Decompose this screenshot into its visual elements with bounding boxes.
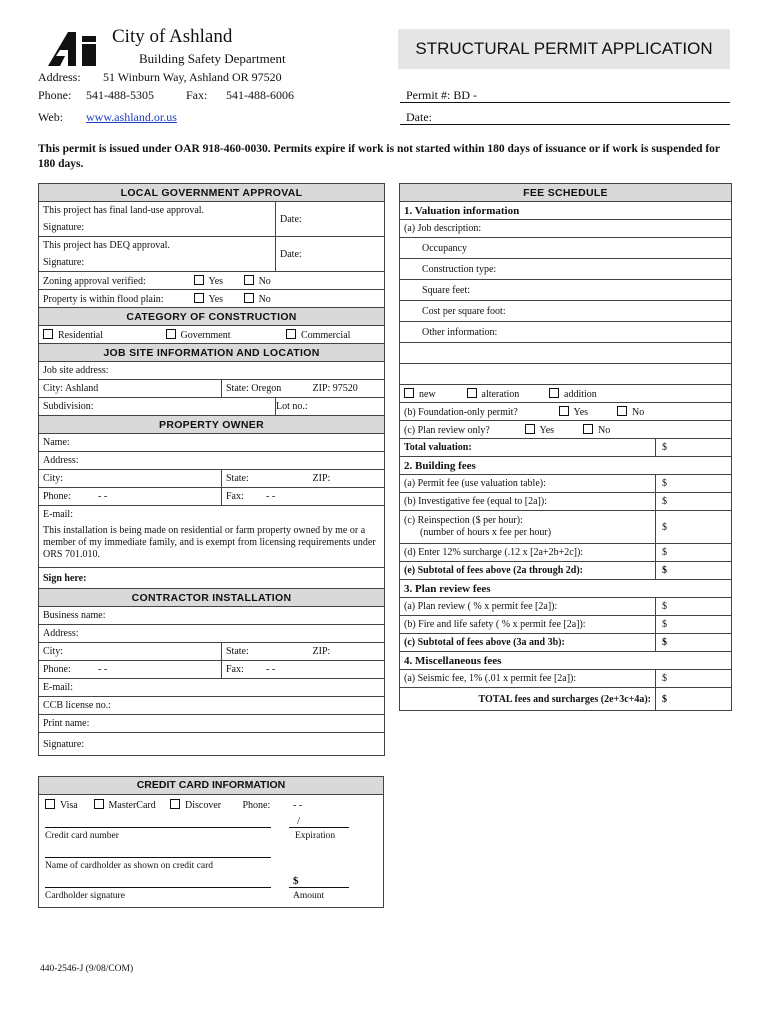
total-fees-label: TOTAL fees and surcharges (2e+3c+4a): (400, 688, 656, 711)
phone-value: 541-488-5305 (86, 88, 154, 102)
permit-number-field[interactable] (400, 86, 730, 103)
investigative-fee-dollar: $ (662, 496, 667, 507)
phone-label: Phone: (38, 88, 72, 102)
owner-state-label: State: (226, 473, 249, 484)
reinspection-dollar: $ (662, 521, 667, 533)
jobsite-address-label: Job site address: (43, 365, 109, 376)
seismic-fee-field[interactable] (656, 670, 732, 688)
occupancy-field[interactable] (400, 238, 732, 259)
amount-label: Amount (293, 891, 325, 901)
web-link[interactable]: www.ashland.or.us (86, 110, 177, 124)
cardholder-sig-line[interactable] (45, 887, 271, 888)
contractor-phone-dashes: - - (98, 664, 108, 675)
job-description-field[interactable] (400, 220, 732, 238)
plan-review-fee-label: (a) Plan review ( % x permit fee [2a]): (400, 598, 656, 616)
city-name: City of Ashland (112, 26, 233, 47)
building-subtotal-field[interactable] (656, 562, 732, 580)
square-feet-field[interactable] (400, 280, 732, 301)
cardholder-name-label: Name of cardholder as shown on credit card (45, 861, 214, 871)
card-number-line[interactable] (45, 827, 271, 828)
surcharge-field[interactable] (656, 544, 732, 562)
category-header: CATEGORY OF CONSTRUCTION (39, 308, 385, 326)
jobsite-state-zip-field[interactable] (222, 380, 385, 398)
seismic-fee-dollar: $ (662, 673, 667, 684)
other-info-line-1[interactable] (400, 343, 732, 364)
category-row (39, 326, 385, 344)
fee-schedule-table (399, 183, 732, 711)
owner-email-label: E-mail: (43, 509, 73, 520)
alteration-label: alteration (481, 388, 520, 400)
contractor-address-label: Address: (43, 628, 79, 639)
print-name-field[interactable] (39, 715, 385, 733)
jobsite-city-field[interactable] (39, 380, 222, 398)
owner-address-label: Address: (43, 455, 79, 466)
valuation-section-title: 1. Valuation information (400, 202, 732, 220)
zoning-no-checkbox[interactable] (244, 275, 254, 285)
contractor-state-label: State: (226, 646, 249, 657)
plan-review-no-checkbox[interactable] (583, 424, 593, 434)
discover-checkbox[interactable] (170, 799, 180, 809)
foundation-no-checkbox[interactable] (617, 406, 627, 416)
owner-header: PROPERTY OWNER (39, 416, 385, 434)
landuse-date-label: Date: (280, 213, 302, 225)
department-name: Building Safety Department (139, 51, 286, 66)
jobsite-state-label: State: Oregon (226, 383, 282, 394)
reinspection-line-2: (number of hours x fee per hour) (420, 527, 552, 538)
cost-sqft-label: Cost per square foot: (422, 305, 506, 317)
flood-no-checkbox[interactable] (244, 293, 254, 303)
card-phone-dashes: - - (293, 800, 303, 811)
owner-city-field[interactable] (39, 470, 222, 488)
new-label: new (419, 388, 436, 400)
cardholder-sig-label: Cardholder signature (45, 891, 125, 901)
expiration-slash: / (297, 815, 301, 827)
contractor-fax-field[interactable] (222, 661, 385, 679)
form-number: 440-2546-J (9/08/COM) (40, 964, 134, 974)
plan-review-subtotal-label: (c) Subtotal of fees above (3a and 3b): (400, 634, 656, 652)
address-label: Address: (38, 70, 81, 84)
commercial-label: Commercial (301, 329, 351, 341)
permit-fee-label: (a) Permit fee (use valuation table): (400, 475, 656, 493)
work-type-row (400, 385, 732, 403)
owner-fax-field[interactable] (222, 488, 385, 506)
reinspection-field[interactable] (656, 511, 732, 544)
building-subtotal-label: (e) Subtotal of fees above (2a through 2d): (400, 562, 656, 580)
business-name-field[interactable] (39, 607, 385, 625)
owner-name-field[interactable] (39, 434, 385, 452)
expiration-label: Expiration (295, 831, 336, 841)
owner-fax-label: Fax: (226, 491, 244, 502)
jobsite-address-field[interactable] (39, 362, 385, 380)
landuse-date-field[interactable] (276, 202, 385, 237)
flood-yes-checkbox[interactable] (194, 293, 204, 303)
foundation-label: (b) Foundation-only permit? (404, 406, 518, 418)
lot-field[interactable] (276, 398, 385, 416)
job-description-label: (a) Job description: (404, 223, 482, 234)
landuse-signature-field[interactable] (39, 219, 276, 237)
total-fees-field[interactable] (656, 688, 732, 711)
local-gov-header: LOCAL GOVERNMENT APPROVAL (39, 184, 385, 202)
contractor-city-label: City: (43, 646, 64, 657)
misc-fees-title: 4. Miscellaneous fees (400, 652, 732, 670)
contractor-signature-field[interactable] (39, 733, 385, 756)
contractor-fax-label: Fax: (226, 664, 244, 675)
business-name-label: Business name: (43, 610, 106, 621)
owner-fax-dashes: - - (266, 491, 276, 502)
contractor-zip-label: ZIP: (312, 646, 331, 657)
foundation-row (400, 403, 732, 421)
date-label: Date: (406, 110, 432, 124)
flood-no-label: No (258, 293, 271, 305)
web-label: Web: (38, 110, 64, 124)
owner-city-label: City: (43, 473, 64, 484)
city-logo (46, 30, 98, 68)
flood-yes-label: Yes (208, 293, 224, 305)
visa-label: Visa (60, 800, 78, 811)
cardholder-name-line[interactable] (45, 857, 271, 858)
fire-safety-fee-dollar: $ (662, 619, 667, 630)
plan-review-fee-dollar: $ (662, 601, 667, 612)
total-fees-dollar: $ (662, 693, 667, 705)
card-number-label: Credit card number (45, 831, 119, 841)
total-valuation-label: Total valuation: (400, 439, 656, 457)
amount-line[interactable] (289, 887, 349, 888)
applicant-info-table (38, 183, 385, 756)
new-checkbox[interactable] (404, 388, 414, 398)
other-info-field[interactable] (400, 322, 732, 343)
surcharge-dollar: $ (662, 547, 667, 558)
total-valuation-field[interactable] (656, 439, 732, 457)
zoning-yes-checkbox[interactable] (194, 275, 204, 285)
occupancy-label: Occupancy (422, 242, 467, 254)
plan-review-subtotal-dollar: $ (662, 637, 667, 648)
flood-label: Property is within flood plain: (43, 293, 164, 305)
investigative-fee-label: (b) Investigative fee (equal to [2a]): (400, 493, 656, 511)
contractor-phone-field[interactable] (39, 661, 222, 679)
seismic-fee-label: (a) Seismic fee, 1% (.01 x permit fee [2a]): (400, 670, 656, 688)
permit-fee-dollar: $ (662, 478, 667, 489)
deq-date-label: Date: (280, 248, 302, 260)
mastercard-label: MasterCard (108, 800, 156, 811)
jobsite-zip-label: ZIP: 97520 (312, 383, 358, 394)
contractor-signature-label: Signature: (43, 738, 85, 750)
foundation-yes-label: Yes (573, 406, 589, 418)
fax-label: Fax: (186, 88, 208, 102)
owner-address-field[interactable] (39, 452, 385, 470)
owner-email-field[interactable] (39, 506, 385, 524)
contractor-email-label: E-mail: (43, 682, 73, 693)
square-feet-label: Square feet: (422, 284, 471, 296)
foundation-no-label: No (632, 406, 645, 418)
credit-card-box (38, 776, 384, 908)
cost-sqft-field[interactable] (400, 301, 732, 322)
government-checkbox[interactable] (166, 329, 176, 339)
contractor-phone-label: Phone: (43, 664, 71, 675)
card-phone-label: Phone: (242, 800, 271, 811)
ccb-license-field[interactable] (39, 697, 385, 715)
reinspection-line-1: (c) Reinspection ($ per hour): (404, 515, 523, 526)
fee-schedule-header: FEE SCHEDULE (400, 184, 732, 202)
plan-review-fees-title: 3. Plan review fees (400, 580, 732, 598)
surcharge-label: (d) Enter 12% surcharge (.12 x [2a+2b+2c]): (400, 544, 656, 562)
subdivision-label: Subdivision: (43, 401, 94, 412)
zoning-row (39, 272, 385, 290)
flood-row (39, 290, 385, 308)
discover-label: Discover (185, 800, 222, 811)
owner-phone-dashes: - - (98, 491, 108, 502)
total-valuation-dollar: $ (662, 442, 667, 453)
credit-card-header: CREDIT CARD INFORMATION (39, 777, 383, 795)
owner-phone-field[interactable] (39, 488, 222, 506)
form-title: STRUCTURAL PERMIT APPLICATION (398, 29, 730, 69)
owner-phone-label: Phone: (43, 491, 71, 502)
owner-zip-label: ZIP: (312, 473, 331, 484)
mastercard-checkbox[interactable] (94, 799, 104, 809)
subdivision-field[interactable] (39, 398, 276, 416)
landuse-approval-text: This project has final land-use approval. (39, 202, 276, 220)
reinspection-label (400, 511, 656, 544)
construction-type-label: Construction type: (422, 263, 497, 275)
contractor-fax-dashes: - - (266, 664, 276, 675)
permit-notice: This permit is issued under OAR 918-460-0030. Permits expire if work is not started within 180 days of issuance or if work is suspended for 180 days. (38, 143, 720, 170)
contractor-city-field[interactable] (39, 643, 222, 661)
zoning-yes-label: Yes (208, 275, 224, 287)
deq-approval-text: This project has DEQ approval. (39, 237, 276, 255)
addition-label: addition (564, 388, 597, 400)
plan-review-fee-field[interactable] (656, 598, 732, 616)
date-field[interactable] (400, 108, 730, 125)
construction-type-field[interactable] (400, 259, 732, 280)
plan-review-yes-checkbox[interactable] (525, 424, 535, 434)
permit-number-label: Permit #: BD - (406, 88, 477, 102)
permit-fee-field[interactable] (656, 475, 732, 493)
alteration-checkbox[interactable] (467, 388, 477, 398)
addition-checkbox[interactable] (549, 388, 559, 398)
lot-label: Lot no.: (276, 401, 308, 412)
address-value: 51 Winburn Way, Ashland OR 97520 (103, 70, 282, 84)
commercial-checkbox[interactable] (286, 329, 296, 339)
print-name-label: Print name: (43, 718, 90, 729)
owner-state-zip-field[interactable] (222, 470, 385, 488)
exemption-text: This installation is being made on residential or farm property owned by me or a member of my immediate family, and is exempt from licensing requirements under ORS 701.010. (39, 523, 385, 568)
contractor-email-field[interactable] (39, 679, 385, 697)
investigative-fee-field[interactable] (656, 493, 732, 511)
fire-safety-fee-label: (b) Fire and life safety ( % x permit fee [2a]): (400, 616, 656, 634)
expiration-line[interactable] (289, 827, 349, 828)
government-label: Government (180, 329, 231, 341)
owner-sign-field[interactable] (39, 568, 385, 589)
deq-signature-field[interactable] (39, 254, 276, 272)
contractor-state-zip-field[interactable] (222, 643, 385, 661)
deq-signature-label: Signature: (43, 257, 85, 268)
fax-value: 541-488-6006 (226, 88, 294, 102)
visa-checkbox[interactable] (45, 799, 55, 809)
landuse-signature-label: Signature: (43, 222, 85, 233)
fire-safety-fee-field[interactable] (656, 616, 732, 634)
foundation-yes-checkbox[interactable] (559, 406, 569, 416)
ccb-license-label: CCB license no.: (43, 700, 112, 711)
contractor-header: CONTRACTOR INSTALLATION (39, 589, 385, 607)
plan-review-yes-label: Yes (539, 424, 555, 436)
residential-checkbox[interactable] (43, 329, 53, 339)
owner-name-label: Name: (43, 437, 70, 448)
contractor-address-field[interactable] (39, 625, 385, 643)
jobsite-city-label: City: Ashland (43, 383, 99, 394)
plan-review-no-label: No (598, 424, 611, 436)
zoning-no-label: No (258, 275, 271, 287)
amount-dollar: $ (293, 875, 299, 887)
plan-review-label: (c) Plan review only? (404, 424, 490, 436)
deq-date-field[interactable] (276, 237, 385, 272)
owner-sign-label: Sign here: (43, 572, 87, 584)
residential-label: Residential (58, 329, 103, 341)
plan-review-row (400, 421, 732, 439)
jobsite-header: JOB SITE INFORMATION AND LOCATION (39, 344, 385, 362)
plan-review-subtotal-field[interactable] (656, 634, 732, 652)
zoning-label: Zoning approval verified: (43, 275, 146, 287)
building-subtotal-dollar: $ (662, 565, 667, 576)
building-fees-title: 2. Building fees (400, 457, 732, 475)
other-info-line-2[interactable] (400, 364, 732, 385)
other-info-label: Other information: (422, 326, 498, 338)
